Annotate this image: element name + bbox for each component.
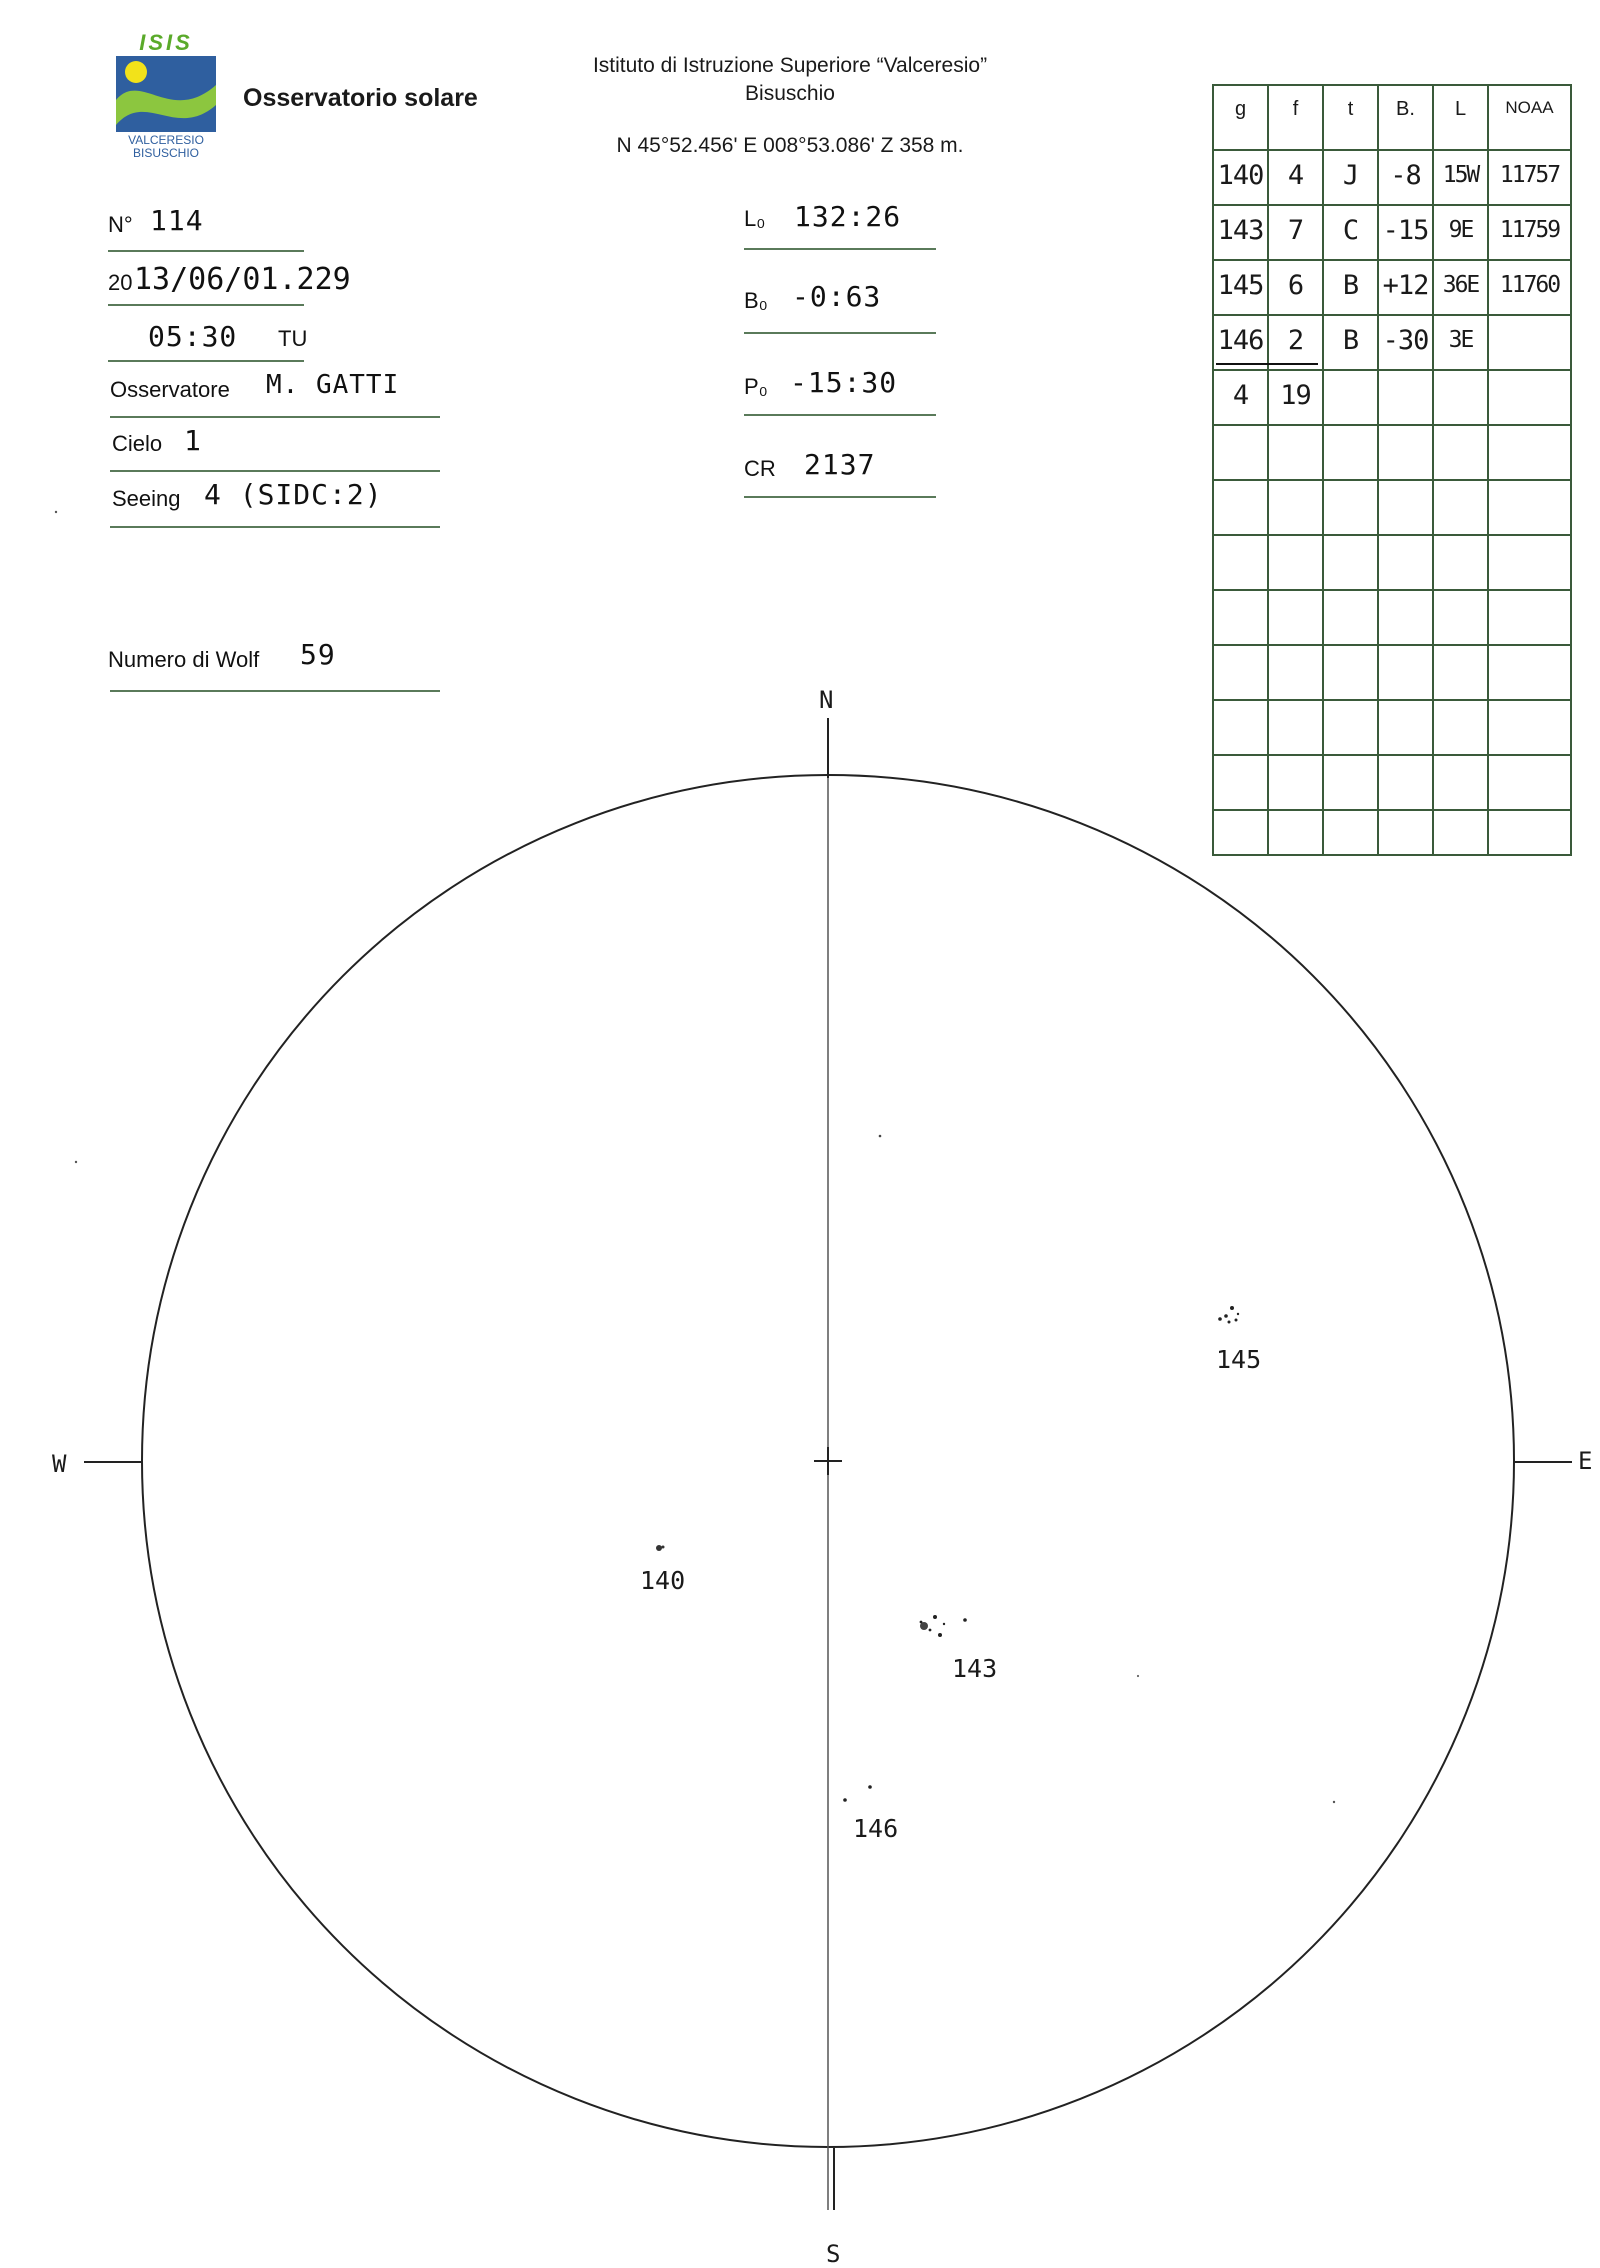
east-label: E	[1578, 1447, 1593, 1475]
table-cell-r2-t: C	[1342, 215, 1359, 246]
table-cell-r2-noaa: 11759	[1499, 217, 1560, 243]
observatory-title: Osservatorio solare	[243, 84, 478, 112]
cr-value: 2137	[804, 448, 876, 481]
logo-top-text: ISIS	[139, 30, 193, 55]
south-label: S	[826, 2240, 841, 2268]
logo-bottom-line-1: VALCERESIO	[128, 133, 204, 147]
date-value: 13/06/01.229	[134, 262, 351, 297]
table-cell-r1-l: 15W	[1442, 162, 1479, 188]
seeing-label: Seeing	[112, 486, 181, 511]
spot-143-c	[938, 1633, 942, 1637]
table-cell-r3-b: +12	[1382, 270, 1429, 301]
table-cell-r1-g: 140	[1217, 160, 1264, 191]
table-header-b: B.	[1396, 98, 1415, 120]
stray-mark-5	[55, 511, 57, 513]
logo-bottom-line-2: BISUSCHIO	[132, 146, 199, 160]
stray-mark-2	[1137, 1675, 1139, 1677]
table-cell-r1-b: -8	[1390, 160, 1421, 191]
table-header-l: L	[1454, 98, 1467, 120]
spot-145-b	[1224, 1314, 1228, 1318]
stray-mark-4	[75, 1161, 77, 1163]
spot-145-e	[1228, 1321, 1231, 1324]
spot-145-a	[1230, 1306, 1234, 1310]
cr-label: CR	[744, 456, 776, 481]
seeing-value: 4 (SIDC:2)	[204, 478, 383, 511]
p0-value: -15:30	[790, 366, 898, 399]
table-cell-r2-l: 9E	[1448, 217, 1473, 243]
stray-mark-1	[879, 1135, 882, 1138]
time-unit: TU	[278, 326, 308, 351]
time-value: 05:30	[148, 320, 238, 353]
sky-value: 1	[184, 424, 202, 457]
table-header-t: t	[1347, 98, 1354, 120]
table-cell-r4-l: 3E	[1448, 327, 1473, 353]
table-cell-r4-f: 2	[1287, 325, 1304, 356]
spot-145-d	[1235, 1319, 1238, 1322]
table-total-spots: 19	[1280, 380, 1311, 411]
table-cell-r3-g: 145	[1217, 270, 1264, 301]
table-cell-r1-noaa: 11757	[1499, 162, 1560, 188]
institute-line-2: Bisuschio	[745, 82, 835, 105]
wolf-value: 59	[300, 638, 336, 671]
table-cell-r2-b: -15	[1382, 215, 1429, 246]
group-label-143: 143	[952, 1654, 998, 1683]
b0-label: B₀	[744, 288, 768, 313]
spot-145-f	[1237, 1313, 1239, 1315]
table-cell-r3-f: 6	[1287, 270, 1304, 301]
north-label: N	[819, 686, 834, 714]
spot-145-c	[1218, 1317, 1222, 1321]
wolf-label: Numero di Wolf	[108, 647, 260, 672]
table-cell-r4-t: B	[1342, 325, 1359, 356]
table-total-groups: 4	[1232, 380, 1249, 411]
stray-mark-3	[1333, 1801, 1335, 1803]
l0-value: 132:26	[794, 200, 902, 233]
spot-143-d	[963, 1618, 967, 1622]
spot-143-g	[920, 1621, 923, 1624]
table-cell-r2-f: 7	[1287, 215, 1304, 246]
group-label-145: 145	[1216, 1345, 1262, 1374]
observer-value: M. GATTI	[266, 370, 400, 400]
spot-146-b	[843, 1798, 847, 1802]
group-label-140: 140	[640, 1566, 686, 1595]
institute-line-1: Istituto di Istruzione Superiore “Valceresio”	[592, 54, 988, 77]
table-cell-r2-g: 143	[1217, 215, 1264, 246]
table-header-g: g	[1234, 98, 1247, 120]
table-cell-r1-t: J	[1342, 160, 1359, 191]
date-prefix: 20	[108, 270, 133, 295]
spot-140-b	[662, 1546, 665, 1549]
table-cell-r1-f: 4	[1287, 160, 1304, 191]
table-header-f: f	[1292, 98, 1299, 120]
observer-label: Osservatore	[110, 377, 230, 402]
l0-label: L₀	[744, 206, 766, 231]
observatory-coordinates: N 45°52.456' E 008°53.086' Z 358 m.	[616, 134, 964, 157]
west-label: W	[52, 1450, 67, 1478]
sky-label: Cielo	[112, 431, 163, 456]
spot-146-a	[868, 1785, 872, 1789]
number-label: N°	[108, 212, 133, 237]
spot-140-a	[656, 1545, 662, 1551]
table-header-noaa: NOAA	[1505, 98, 1554, 117]
spot-143-e	[929, 1629, 932, 1632]
table-cell-r3-t: B	[1342, 270, 1359, 301]
spot-143-f	[943, 1623, 945, 1625]
p0-label: P₀	[744, 374, 768, 399]
table-cell-r3-l: 36E	[1442, 272, 1479, 298]
table-cell-r4-g: 146	[1217, 325, 1264, 356]
table-cell-r4-b: -30	[1382, 325, 1429, 356]
group-label-146: 146	[853, 1814, 899, 1843]
spot-143-b	[933, 1615, 937, 1619]
table-cell-r3-noaa: 11760	[1499, 272, 1560, 298]
number-value: 114	[150, 204, 204, 237]
b0-value: -0:63	[792, 280, 882, 313]
